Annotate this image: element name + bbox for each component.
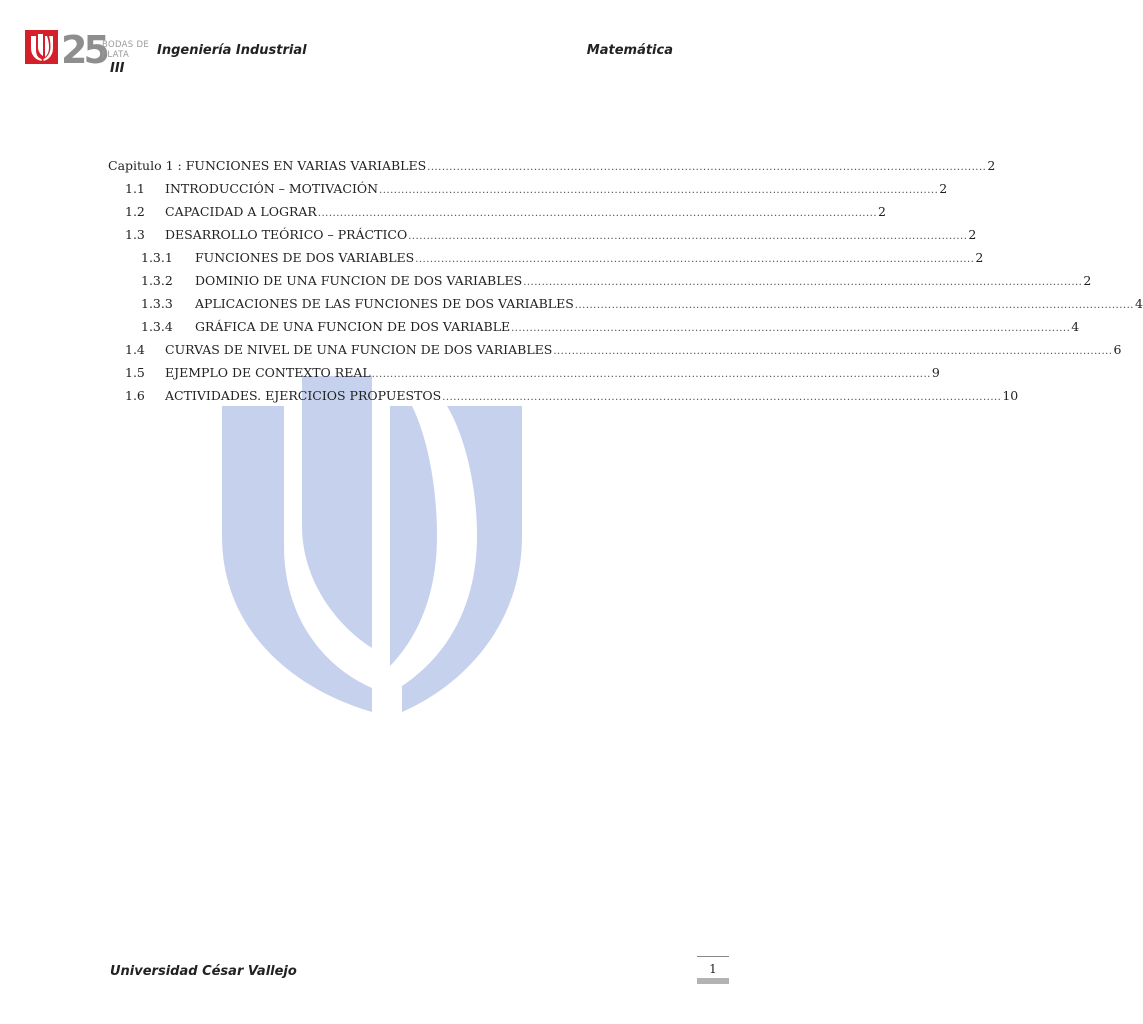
toc-page: 6 [1113, 342, 1122, 357]
toc-page: 2 [968, 227, 977, 242]
toc-number: 1.4 [125, 342, 145, 357]
toc-page: 4 [1071, 319, 1080, 334]
toc-entry[interactable] [108, 388, 1019, 411]
toc-leader: ........................................................................................................................................................ [574, 300, 1134, 311]
toc-number: 1.2 [125, 204, 145, 219]
toc-entry[interactable] [108, 319, 1080, 342]
toc-number: 1.3.1 [141, 250, 173, 265]
page-number-bar [697, 978, 729, 984]
page-number-rule [697, 956, 729, 957]
toc-title: FUNCIONES DE DOS VARIABLES [195, 250, 415, 265]
toc-number: 1.3.2 [141, 273, 173, 288]
toc-leader: ........................................................................................................................................................ [442, 392, 1002, 403]
toc-entry[interactable] [108, 365, 940, 388]
subject-title: Matemática [586, 43, 673, 58]
ucv-shield-watermark-icon [222, 376, 522, 712]
toc-leader: ........................................................................................................................................................ [553, 346, 1113, 357]
page-number: 1 [709, 962, 717, 976]
toc-entry[interactable] [108, 158, 996, 181]
toc-entry[interactable] [108, 296, 1143, 319]
toc-entry[interactable] [108, 250, 984, 273]
toc-number: 1.3.3 [141, 296, 173, 311]
toc-title: APLICACIONES DE LAS FUNCIONES DE DOS VARIABLES [195, 296, 574, 311]
toc-leader: ........................................................................................................................................................ [523, 277, 1083, 288]
toc-title: ACTIVIDADES. EJERCICIOS PROPUESTOS [165, 388, 442, 403]
toc-title: INTRODUCCIÓN – MOTIVACIÓN [165, 181, 379, 196]
footer-institution: Universidad César Vallejo [110, 964, 297, 979]
toc-leader: ........................................................................................................................................................ [379, 185, 939, 196]
toc-page: 2 [975, 250, 984, 265]
toc-page: 4 [1134, 296, 1143, 311]
toc-leader: ........................................................................................................................................................ [317, 208, 877, 219]
toc-number: 1.3.4 [141, 319, 173, 334]
toc-leader: ........................................................................................................................................................ [415, 254, 975, 265]
toc-number: Capitulo 1 : [108, 158, 182, 173]
course-suffix: III [110, 61, 125, 76]
toc-entry[interactable] [108, 204, 886, 227]
toc-page: 2 [987, 158, 996, 173]
toc-number: 1.1 [125, 181, 145, 196]
page-header [0, 0, 768, 90]
toc-leader: ........................................................................................................................................................ [511, 323, 1071, 334]
toc-title: FUNCIONES EN VARIAS VARIABLES [185, 158, 427, 173]
toc-title: GRÁFICA DE UNA FUNCION DE DOS VARIABLE [195, 319, 511, 334]
toc-leader: ........................................................................................................................................................ [427, 162, 987, 173]
toc-page: 9 [931, 365, 940, 380]
toc-title: EJEMPLO DE CONTEXTO REAL [165, 365, 371, 380]
toc-title: CAPACIDAD A LOGRAR [165, 204, 317, 219]
toc-page: 2 [1083, 273, 1092, 288]
page-number-box [697, 956, 729, 986]
toc-number: 1.5 [125, 365, 145, 380]
table-of-contents [108, 158, 1143, 411]
toc-page: 2 [939, 181, 948, 196]
toc-entry[interactable] [108, 342, 1122, 365]
toc-page: 2 [878, 204, 886, 219]
toc-title: DOMINIO DE UNA FUNCION DE DOS VARIABLES [195, 273, 523, 288]
svg-text:25: 25 [61, 28, 106, 72]
toc-number: 1.6 [125, 388, 145, 403]
toc-entry[interactable] [108, 227, 977, 250]
toc-entry[interactable] [108, 181, 948, 204]
toc-title: DESARROLLO TEÓRICO – PRÁCTICO [165, 227, 408, 242]
toc-number: 1.3 [125, 227, 145, 242]
toc-leader: ........................................................................................................................................................ [371, 369, 931, 380]
anniversary-label: BODAS DE PLATA [102, 40, 149, 60]
toc-leader: ........................................................................................................................................................ [408, 231, 968, 242]
toc-entry[interactable] [108, 273, 1092, 296]
toc-page: 10 [1002, 388, 1019, 403]
toc-title: CURVAS DE NIVEL DE UNA FUNCION DE DOS VARIABLES [165, 342, 553, 357]
course-title: Ingeniería Industrial [157, 43, 307, 58]
